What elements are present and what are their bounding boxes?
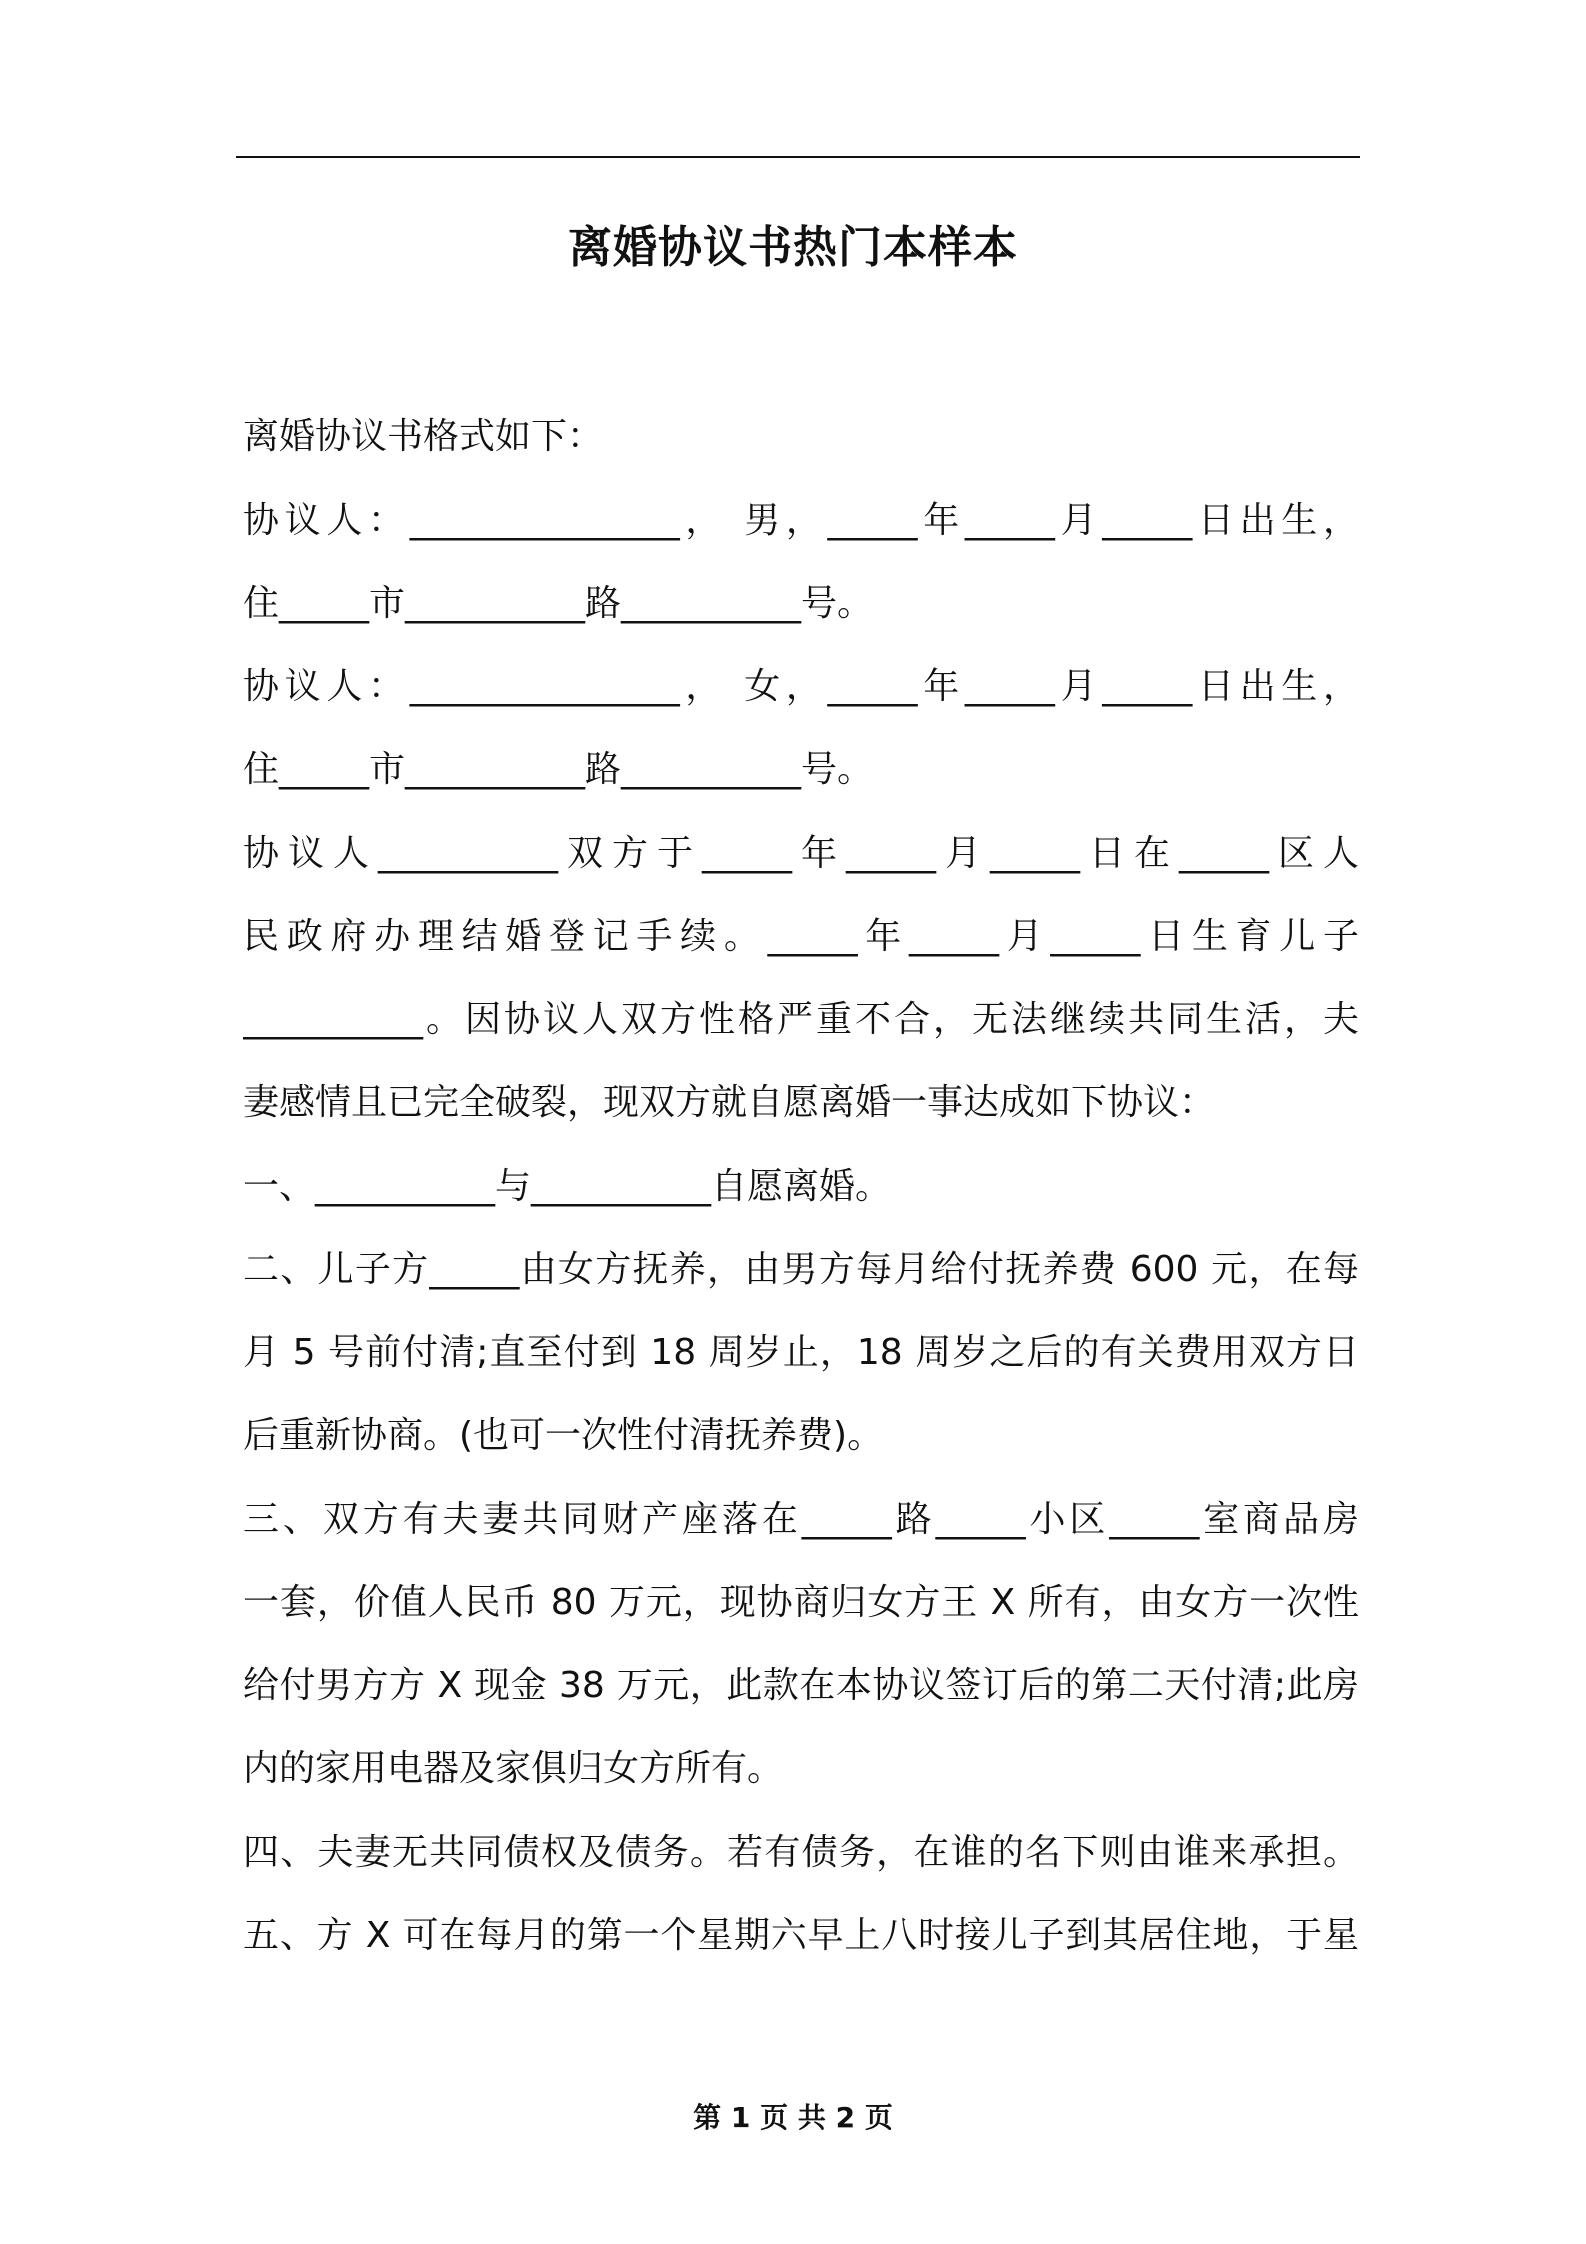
clause-2-line: 二、儿子方_____由女方抚养，由男方每月给付抚养费 600 元，在每 [243, 1249, 1359, 1290]
clause-1-line: 一、__________与__________自愿离婚。 [243, 1166, 892, 1207]
paragraph-line: 协议人__________双方于_____年_____月_____日在_____区人 [243, 833, 1359, 874]
party-male-address-line: 住_____市__________路__________号。 [243, 583, 873, 624]
party-female-line: 协议人：_______________， 女，_____年_____月_____日出生， [243, 666, 1359, 707]
clause-2-line: 后重新协商。(也可一次性付清抚养费)。 [243, 1415, 884, 1456]
paragraph-line: 妻感情且已完全破裂，现双方就自愿离婚一事达成如下协议： [243, 1082, 1216, 1123]
party-male-line: 协议人：_______________， 男，_____年_____月_____日出生， [243, 500, 1359, 541]
paragraph-line: __________。因协议人双方性格严重不合，无法继续共同生活，夫 [243, 999, 1359, 1040]
clause-3-line: 三、双方有夫妻共同财产座落在_____路_____小区_____室商品房 [243, 1499, 1359, 1540]
clause-3-line: 给付男方方 X 现金 38 万元，此款在本协议签订后的第二天付清;此房 [243, 1665, 1359, 1706]
document-title: 离婚协议书热门本样本 [568, 222, 1018, 273]
page-number-footer: 第 1 页 共 2 页 [693, 2101, 893, 2134]
paragraph-line: 民政府办理结婚登记手续。_____年_____月_____日生育儿子 [243, 916, 1359, 957]
party-female-address-line: 住_____市__________路__________号。 [243, 749, 873, 790]
clause-3-line: 内的家用电器及家俱归女方所有。 [243, 1748, 784, 1789]
clause-4-line: 四、夫妻无共同债权及债务。若有债务，在谁的名下则由谁来承担。 [243, 1832, 1359, 1873]
clause-3-line: 一套，价值人民币 80 万元，现协商归女方王 X 所有，由女方一次性 [243, 1582, 1359, 1623]
clause-5-line: 五、方 X 可在每月的第一个星期六早上八时接儿子到其居住地，于星 [243, 1915, 1359, 1956]
header-rule [236, 156, 1360, 158]
clause-2-line: 月 5 号前付清;直至付到 18 周岁止，18 周岁之后的有关费用双方日 [243, 1332, 1359, 1373]
intro-line: 离婚协议书格式如下： [243, 416, 604, 457]
